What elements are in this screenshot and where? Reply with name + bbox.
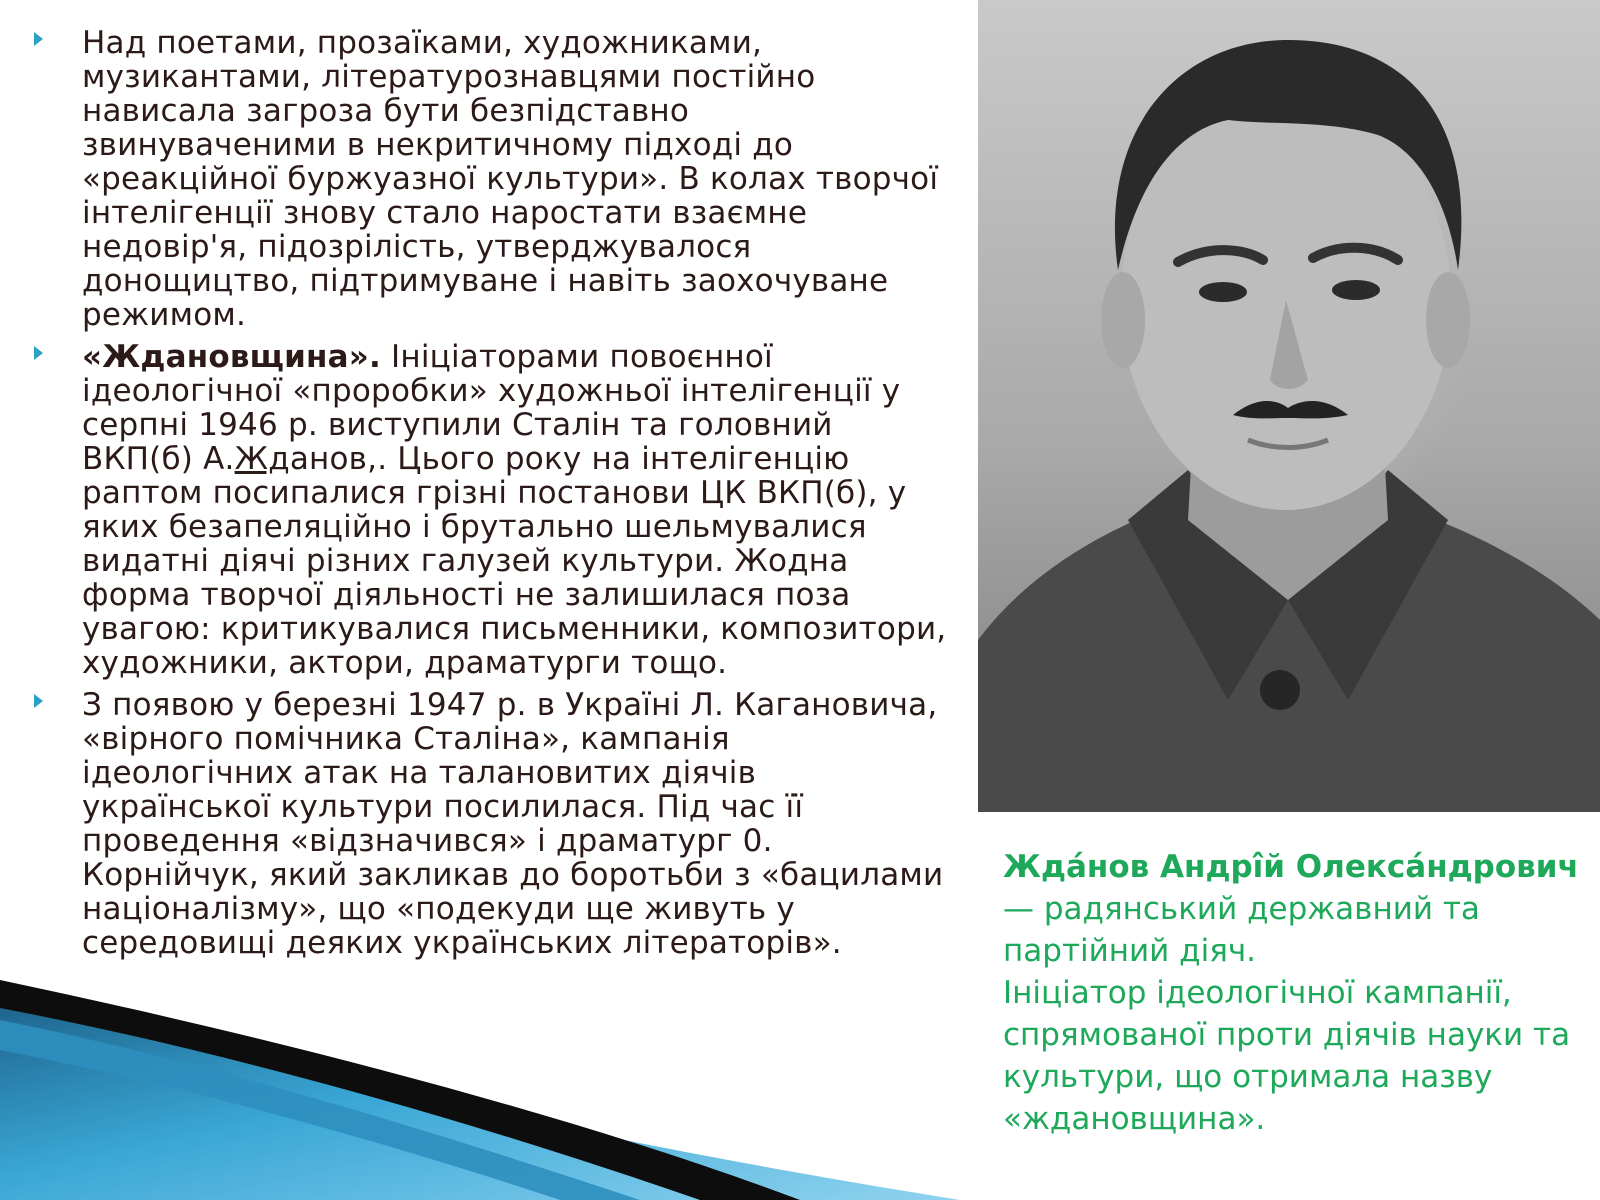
bullet-arrow-icon — [34, 694, 43, 708]
portrait-illustration — [978, 0, 1600, 812]
bullet-item — [30, 340, 950, 680]
bullet-text: З появою у березні 1947 р. в Україні Л. Кагановича, «вірного помічника Сталіна», кампанія ідеологічних атак на талановитих діячів української культури посилилася. Під час її проведення «відзначився» і драматург 0. Корнійчук, який закликав до боротьби з «бацилами націоналізму», що «подекуди ще живуть у середовищі деяких українських літераторів». — [82, 687, 944, 961]
portrait-caption — [1003, 846, 1593, 1140]
bullet-arrow-icon — [34, 32, 43, 46]
caption-initiator: Ініціатор ідеологічної кампанії, спрямованої проти діячів науки та культури, що отримала назву «ждановщина». — [1003, 975, 1571, 1137]
corner-swoosh-decoration — [0, 980, 960, 1200]
caption-description: радянський державний та партійний діяч. — [1003, 891, 1480, 969]
bullet-item — [30, 688, 950, 960]
bullet-item — [30, 26, 950, 332]
bullet-text: анов,. Цього року на інтелігенцію раптом посипалися грізні постанови ЦК ВКП(б), у яких безапеляційно і брутально шельмувалися видатні діячі різних галузей культури. Жодна форма творчої діяльності не залишилася поза увагою: критикувалися письменники, композитори, художники, актори, драматурги тощо. — [82, 441, 947, 681]
bullet-text: Над поетами, прозаїками, художниками, музикантами, літературознавцями постійно нависала загроза бути безпідставно звинуваченими в некритичному підході до «реакційної буржуазної культури». В колах творчої інтелігенції знову стало наростати взаємне недовір'я, підозрілість, утверджувалося донощицтво, підтримуване і навіть заохочуване режимом. — [82, 25, 939, 333]
bullet-text: Ініціаторами повоєнної ідеологічної «проробки» художньої інтелігенції у серпні 1946 р. виступили Сталін та головний ВКП(б) А. — [82, 339, 901, 477]
bullet-list — [30, 26, 950, 968]
person-name: Жда́нов Андрі̂й Олекса́ндрович — [1003, 849, 1579, 885]
caption-dash: — — [1003, 891, 1044, 927]
underlined-text: Жд — [234, 441, 290, 477]
portrait-photo — [978, 0, 1600, 812]
bullet-arrow-icon — [34, 346, 43, 360]
bullet-heading: «Ждановщина». — [82, 339, 381, 375]
